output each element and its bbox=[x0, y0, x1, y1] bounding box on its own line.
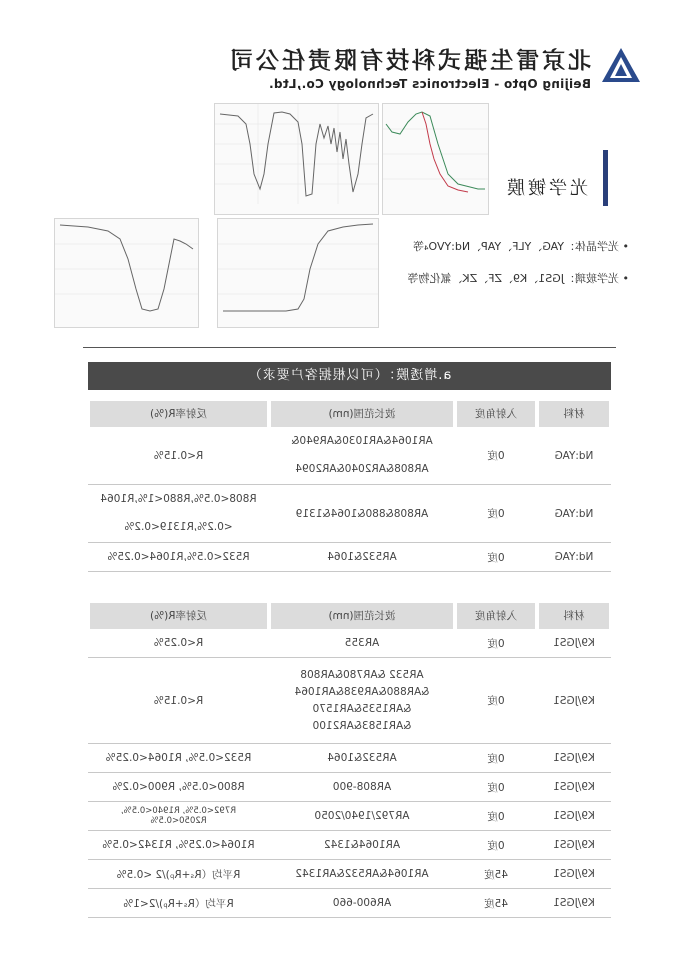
nd-yag-table bbox=[88, 401, 611, 572]
cell-angle: 0度 bbox=[455, 629, 537, 658]
bullet-glass: • 光学玻璃：JGS1、K9、ZF、ZK、氟化物等 bbox=[407, 272, 629, 285]
cell-material: Nd:YAG bbox=[537, 427, 611, 485]
cell-material: K9/JGS1 bbox=[537, 889, 611, 918]
cell-reflectance: R<0.15% bbox=[88, 658, 269, 744]
section-divider bbox=[83, 347, 616, 348]
cell-reflectance: R532<0.5%,R1064<0.25% bbox=[88, 543, 269, 572]
header-wavelength: 波长范围(nm) bbox=[271, 401, 453, 427]
table-row bbox=[88, 860, 611, 889]
cell-wavelength: AR532&1064 bbox=[269, 543, 455, 572]
company-name bbox=[227, 42, 591, 91]
ar-coating-banner: a.增透膜：（可以根据客户要求） bbox=[88, 362, 611, 390]
cell-reflectance: R平均（Rₛ+Rₚ)/2 <0.5% bbox=[88, 860, 269, 889]
cell-wavelength: AR808-900 bbox=[269, 773, 455, 802]
table-row bbox=[88, 773, 611, 802]
header-reflectance: 反射率R(%) bbox=[90, 401, 267, 427]
table-row bbox=[88, 658, 611, 744]
table-row bbox=[88, 744, 611, 773]
cell-reflectance: R532<0.5%, R1064<0.25% bbox=[88, 744, 269, 773]
cell-material: K9/JGS1 bbox=[537, 773, 611, 802]
cell-wavelength: AR792/1940/2050 bbox=[269, 802, 455, 831]
cell-angle: 0度 bbox=[455, 543, 537, 572]
section-bullets bbox=[407, 238, 629, 302]
cell-reflectance: R792<0.5%, R1940<0.5%, R2050<0.5% bbox=[88, 802, 269, 831]
table-row bbox=[88, 831, 611, 860]
cell-wavelength: AR355 bbox=[269, 629, 455, 658]
company-name-cn: 北京雷生强式科技有限责任公司 bbox=[227, 48, 591, 74]
section-title: 光学镀膜 bbox=[504, 178, 588, 199]
cell-wavelength: AR1064&AR1030&AR940& AR808&AR2040&AR2094 bbox=[269, 427, 455, 485]
cell-material: K9/JGS1 bbox=[537, 744, 611, 773]
cell-wavelength: AR600-660 bbox=[269, 889, 455, 918]
company-logo-icon bbox=[601, 47, 641, 83]
header-material: 材料 bbox=[539, 401, 609, 427]
cell-angle: 0度 bbox=[455, 802, 537, 831]
cell-angle: 45度 bbox=[455, 889, 537, 918]
cell-reflectance: R800<0.5%, R900<0.2% bbox=[88, 773, 269, 802]
cell-wavelength: AR808&880&1064&1319 bbox=[269, 485, 455, 543]
cell-wavelength: AR532 &AR780&AR808 &AR880&AR938&AR1064 &AR1535&AR1570 &AR1583&AR2100 bbox=[269, 658, 455, 744]
table-row bbox=[88, 543, 611, 572]
cell-material: K9/JGS1 bbox=[537, 658, 611, 744]
cell-reflectance: R808<0.5%,R880<1%,R1064 <0.2%,R1319<0.2% bbox=[88, 485, 269, 543]
company-name-en: Beijing Opto - Electronics Technology Co.,Ltd. bbox=[268, 77, 591, 91]
cell-material: Nd:YAG bbox=[537, 543, 611, 572]
cell-angle: 0度 bbox=[455, 773, 537, 802]
cell-angle: 45度 bbox=[455, 860, 537, 889]
cell-wavelength: AR1064&AR532&AR1342 bbox=[269, 860, 455, 889]
table-row bbox=[88, 889, 611, 918]
header-angle: 入射角度 bbox=[457, 401, 535, 427]
spectrum-chart-2 bbox=[382, 103, 489, 215]
cell-angle: 0度 bbox=[455, 427, 537, 485]
cell-reflectance: R<0.15% bbox=[88, 427, 269, 485]
cell-wavelength: AR532&1064 bbox=[269, 744, 455, 773]
cell-material: K9/JGS1 bbox=[537, 802, 611, 831]
cell-angle: 0度 bbox=[455, 744, 537, 773]
table-row bbox=[88, 629, 611, 658]
header-material: 材料 bbox=[539, 603, 609, 629]
cell-reflectance: R平均（Rₛ+Rₚ)/2<1% bbox=[88, 889, 269, 918]
cell-reflectance: R<0.25% bbox=[88, 629, 269, 658]
cell-wavelength: AR1064&1342 bbox=[269, 831, 455, 860]
cell-material: K9/JGS1 bbox=[537, 860, 611, 889]
header-angle: 入射角度 bbox=[457, 603, 535, 629]
table-row bbox=[88, 427, 611, 485]
cell-material: K9/JGS1 bbox=[537, 629, 611, 658]
cell-angle: 0度 bbox=[455, 485, 537, 543]
k9-jgs1-table bbox=[88, 603, 611, 918]
table-row bbox=[88, 802, 611, 831]
cell-angle: 0度 bbox=[455, 831, 537, 860]
bullet-crystal: • 光学晶体：YAG、YLF、YAP、Nd:YVO₄等 bbox=[413, 240, 629, 253]
spectrum-chart-3 bbox=[54, 218, 199, 328]
cell-material: K9/JGS1 bbox=[537, 831, 611, 860]
cell-material: Nd:YAG bbox=[537, 485, 611, 543]
spectrum-chart-1 bbox=[214, 103, 379, 215]
section-accent-bar bbox=[603, 150, 608, 206]
cell-reflectance: R1064<0.25%, R1342<0.5% bbox=[88, 831, 269, 860]
table-row bbox=[88, 485, 611, 543]
spectrum-chart-4 bbox=[217, 218, 379, 328]
header-reflectance: 反射率R(%) bbox=[90, 603, 267, 629]
header-wavelength: 波长范围(nm) bbox=[271, 603, 453, 629]
cell-angle: 0度 bbox=[455, 658, 537, 744]
